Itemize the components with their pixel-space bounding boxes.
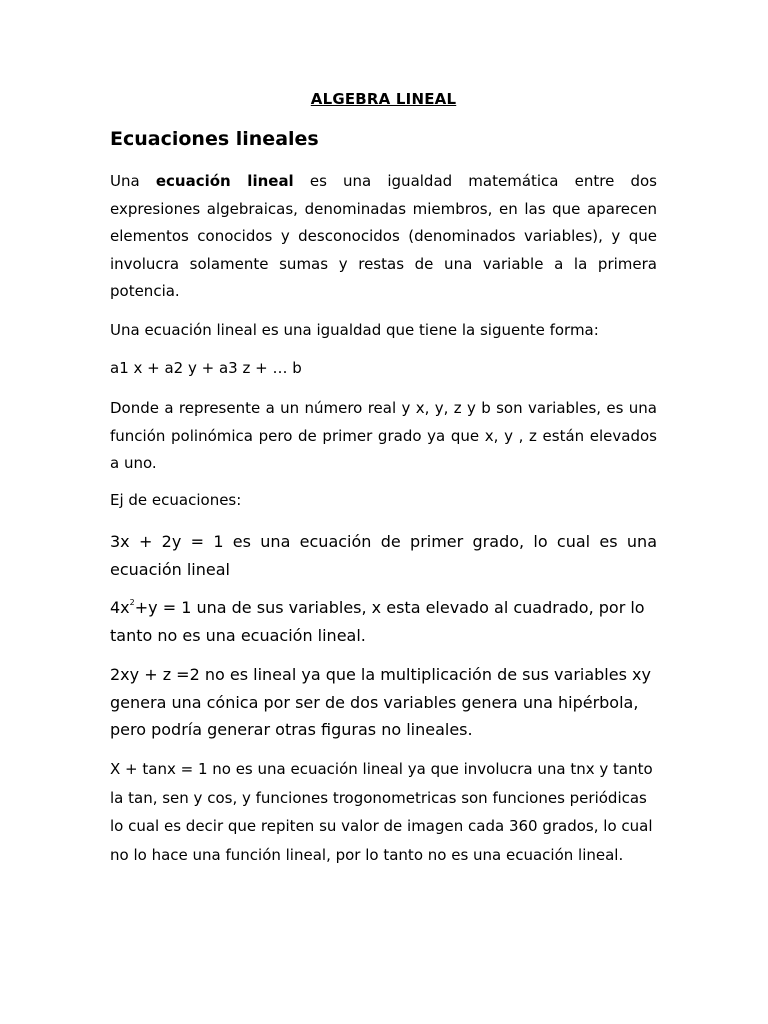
term-ecuacion-lineal: ecuación lineal (155, 172, 294, 190)
paragraph-example-hyperbola: 2xy + z =2 no es lineal ya que la multiplicación de sus variables xy genera una cónica por ser de dos variables genera una hipérbola, pero podría generar otras figuras no lineales. (110, 665, 651, 739)
document-page (110, 0, 657, 1024)
paragraph-lead: Una (110, 172, 140, 190)
document-title: ALGEBRA LINEAL (310, 90, 457, 108)
paragraph-form-intro: Una ecuación lineal es una igualdad que tiene la siguente forma: (110, 321, 599, 339)
exponent: 2 (129, 598, 135, 607)
paragraph-example-trig: X + tanx = 1 no es una ecuación lineal ya que involucra una tnx y tanto la tan, sen y cos, y funciones trogonometricas son funciones periódicas lo cual es decir que repiten su valor de imagen cada 360 grados, lo cual no lo hace una función lineal, por lo tanto no es una ecuación lineal. (110, 760, 653, 864)
paragraph-example-quadratic-text: +y = 1 una de sus variables, x esta elevado al cuadrado, por lo tanto no es una ecuación lineal. (110, 598, 645, 645)
equation-base: 4x (110, 598, 130, 617)
paragraph-definition-text: es una igualdad matemática entre dos expresiones algebraicas, denominadas miembros, en las que aparecen elementos conocidos y desconocidos (denominados variables), y que involucra solamente sumas y restas de una variable a la primera potencia. (110, 172, 657, 300)
equation-general-form: a1 x + a2 y + a3 z + … b (110, 359, 302, 377)
paragraph-example-linear: 3x + 2y = 1 es una ecuación de primer grado, lo cual es una ecuación lineal (110, 532, 657, 579)
paragraph-example-quadratic (110, 594, 657, 649)
paragraph-variables: Donde a represente a un número real y x, y, z y b son variables, es una función polinómica pero de primer grado ya que x, y , z están elevados a uno. (110, 399, 657, 472)
section-heading: Ecuaciones lineales (110, 128, 319, 150)
paragraph-definition (110, 168, 657, 306)
paragraph-examples-label: Ej de ecuaciones: (110, 491, 242, 509)
